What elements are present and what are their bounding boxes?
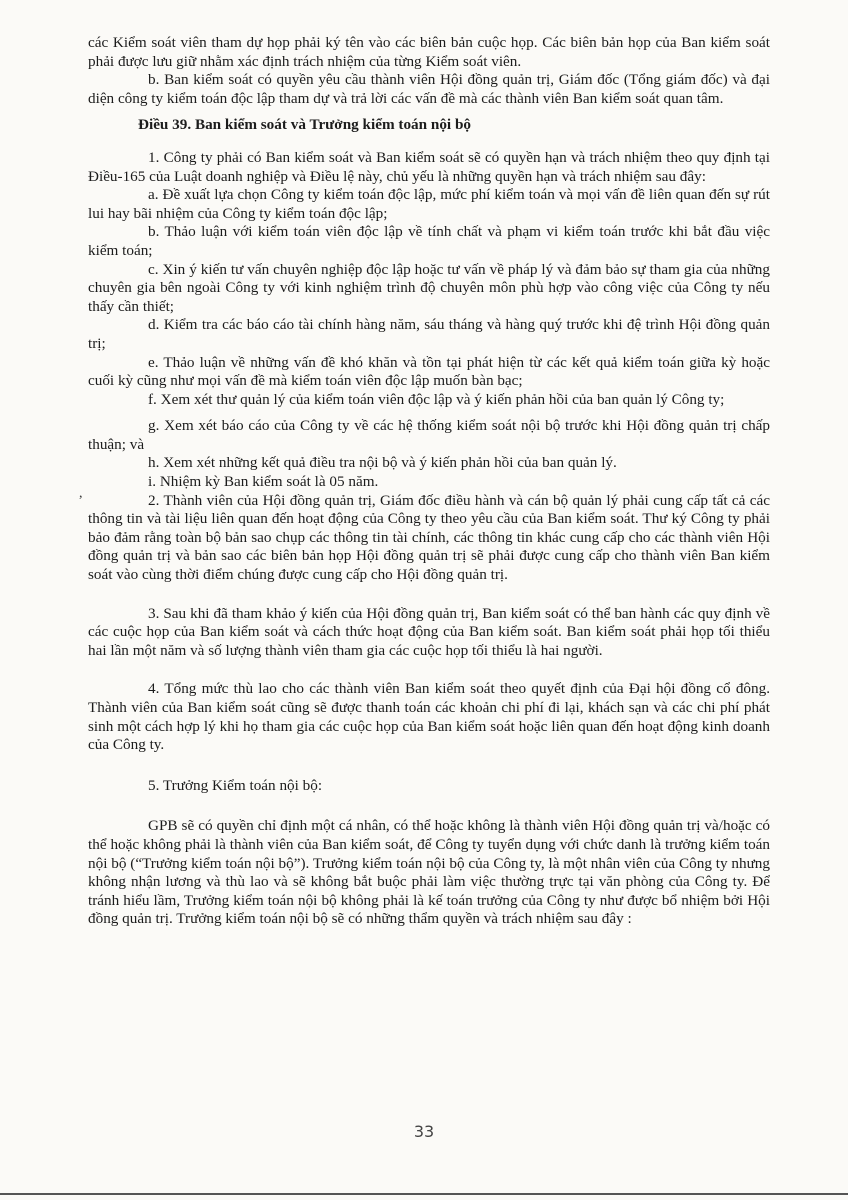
section-4: 4. Tổng mức thù lao cho các thành viên Ban kiểm soát theo quyết định của Đại hội đồng cổ đông. Thành viên của Ban kiểm soát cũng sẽ được thanh toán các khoản chi phí đi lại, khách sạn và các chi phí phát sinh một cách hợp lý khi họ tham gia các cuộc họp của Ban kiểm soát hoặc liên quan đến hoạt động kinh doanh của Công ty.	[88, 680, 770, 754]
item-d: d. Kiểm tra các báo cáo tài chính hàng năm, sáu tháng và hàng quý trước khi đệ trình Hội đồng quản trị;	[88, 316, 770, 352]
section-2: 2. Thành viên của Hội đồng quản trị, Giám đốc điều hành và cán bộ quản lý phải cung cấp tất cả các thông tin và tài liệu liên quan đến hoạt động của Công ty theo yêu cầu của Ban kiểm soát. Thư ký Công ty phải bảo đảm rằng toàn bộ bản sao chụp các thông tin tài chính, các thông tin khác cung cấp cho các thành viên Hội đồng quản trị và bản sao các biên bản họp Hội đồng quản trị sẽ phải được cung cấp cho thành viên Ban kiểm soát vào cùng thời điểm chúng được cung cấp cho Hội đồng quản trị.	[88, 491, 770, 584]
item-a: a. Đề xuất lựa chọn Công ty kiểm toán độc lập, mức phí kiểm toán và mọi vấn đề liên quan đến sự rút lui hay bãi nhiệm của Công ty kiểm toán độc lập;	[88, 186, 770, 222]
section-5-body: GPB sẽ có quyền chỉ định một cá nhân, có thể hoặc không là thành viên Hội đồng quản trị và/hoặc có thể hoặc không phải là thành viên của Ban kiểm soát, để Công ty tuyển dụng với chức danh là trưởng kiểm toán nội bộ (“Trưởng kiểm toán nội bộ”). Trưởng kiểm toán nội bộ của Công ty, là một nhân viên của Công ty nhưng không nhận lương và thù lao và sẽ không bắt buộc phải làm việc thường trực tại văn phòng của Công ty. Để tránh hiểu lầm, Trưởng kiểm toán nội bộ không phải là kế toán trưởng của Công ty như được bổ nhiệm bởi Hội đồng quản trị. Trưởng kiểm toán nội bộ sẽ có những thẩm quyền và trách nhiệm sau đây :	[88, 817, 770, 928]
section-1-intro: 1. Công ty phải có Ban kiểm soát và Ban kiểm soát sẽ có quyền hạn và trách nhiệm theo quy định tại Điều-165 của Luật doanh nghiệp và Điều lệ này, chủ yếu là những quyền hạn và trách nhiệm sau đây:	[88, 148, 770, 185]
paragraph-continuation: các Kiểm soát viên tham dự họp phải ký tên vào các biên bản cuộc họp. Các biên bản họp của Ban kiểm soát phải được lưu giữ nhằm xác định trách nhiệm của từng Kiểm soát viên.	[88, 34, 770, 70]
document-body	[88, 34, 770, 929]
paragraph-b: b. Ban kiểm soát có quyền yêu cầu thành viên Hội đồng quản trị, Giám đốc (Tổng giám đốc) và đại diện công ty kiểm toán độc lập tham dự và trả lời các vấn đề mà các thành viên Ban kiểm soát quan tâm.	[88, 71, 770, 107]
item-h: h. Xem xét những kết quả điều tra nội bộ và ý kiến phản hồi của ban quản lý.	[148, 454, 617, 472]
item-e: e. Thảo luận về những vấn đề khó khăn và tồn tại phát hiện từ các kết quả kiểm toán giữa kỳ hoặc cuối kỳ cũng như mọi vấn đề mà kiểm toán viên độc lập muốn bàn bạc;	[88, 353, 770, 390]
section-3: 3. Sau khi đã tham khảo ý kiến của Hội đồng quản trị, Ban kiểm soát có thể ban hành các quy định về các cuộc họp của Ban kiểm soát và cách thức hoạt động của Ban kiểm soát. Ban kiểm soát phải họp tối thiểu hai lần một năm và số lượng thành viên tham gia các cuộc họp tối thiểu là hai người.	[88, 604, 770, 659]
article-heading: Điều 39. Ban kiểm soát và Trưởng kiểm toán nội bộ	[138, 116, 471, 134]
item-g: g. Xem xét báo cáo của Công ty về các hệ thống kiểm soát nội bộ trước khi Hội đồng quản trị chấp thuận; và	[88, 417, 770, 453]
page-number: 33	[413, 1122, 435, 1141]
item-c: c. Xin ý kiến tư vấn chuyên nghiệp độc lập hoặc tư vấn về pháp lý và đảm bảo sự tham gia của những chuyên gia bên ngoài Công ty với kinh nghiệm trình độ chuyên môn phù hợp vào công việc của Công ty nếu thấy cần thiết;	[88, 260, 770, 315]
item-b: b. Thảo luận với kiểm toán viên độc lập về tính chất và phạm vi kiểm toán trước khi bắt đầu việc kiểm toán;	[88, 223, 770, 259]
margin-mark: ,	[79, 486, 83, 501]
scan-edge-line	[0, 1193, 848, 1195]
item-f: f. Xem xét thư quản lý của kiểm toán viên độc lập và ý kiến phản hồi của ban quản lý Công ty;	[148, 390, 725, 408]
item-i: i. Nhiệm kỳ Ban kiểm soát là 05 năm.	[148, 473, 379, 491]
section-5-title: 5. Trưởng Kiểm toán nội bộ:	[148, 776, 323, 794]
